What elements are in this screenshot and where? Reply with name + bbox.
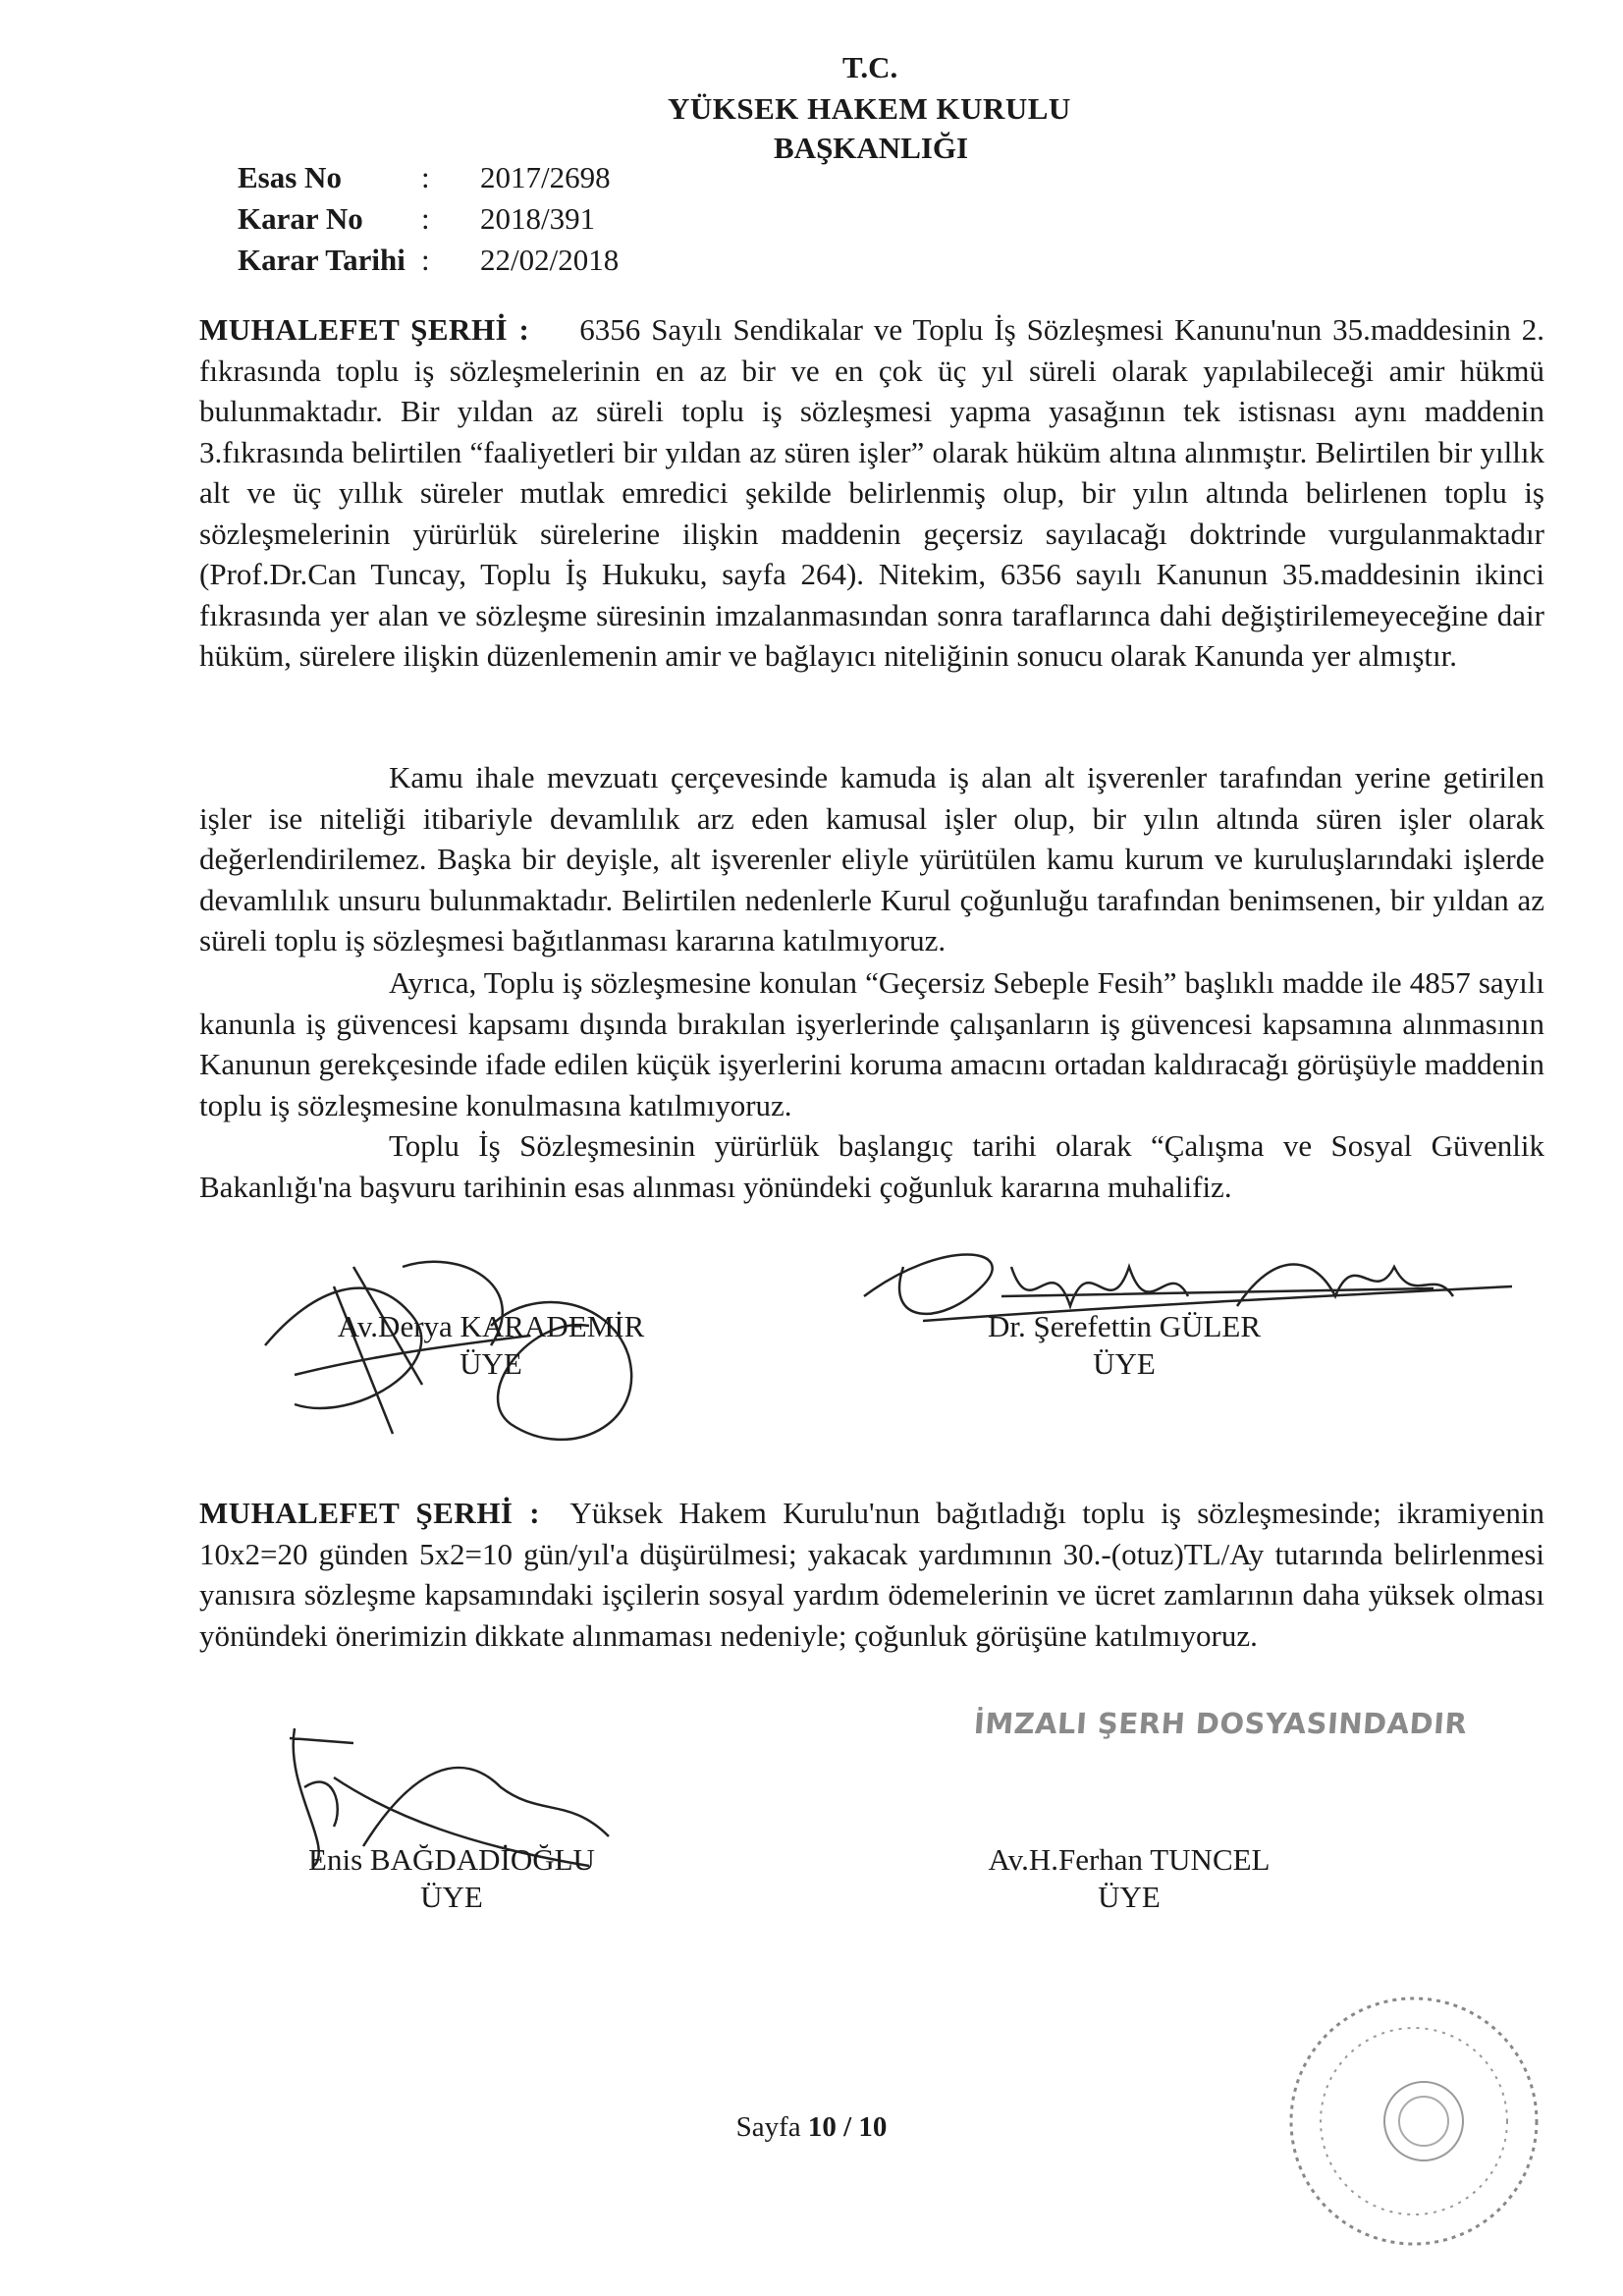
colon: :	[421, 243, 430, 277]
serh1-paragraph-3: Ayrıca, Toplu iş sözleşmesine konulan “Geçersiz Sebeple Fesih” başlıklı madde ile 4857 sayılı kanunla iş güvencesi kapsamı dışında bırakılan işyerlerinde çalışanların iş güvencesi kapsamına alınmasının Kanunun gerekçesinde ifade edilen küçük işyerlerini koruma amacını ortadan kaldıracağı görüşüyle maddenin toplu iş sözleşmesine konulmasına katılmıyoruz.	[199, 965, 1544, 1122]
tarih-label: Karar Tarihi	[238, 243, 406, 277]
signature-guler	[957, 1308, 1291, 1383]
case-meta	[238, 157, 619, 281]
serh1-title: MUHALEFET ŞERHİ :	[199, 312, 530, 347]
header-tc: T.C.	[842, 50, 898, 84]
page-label: Sayfa	[735, 2111, 808, 2143]
karar-value: 2018/391	[480, 201, 596, 236]
serh1-paragraph-2: Kamu ihale mevzuatı çerçevesinde kamuda iş alan alt işverenler tarafından yerine getirilen işler ise niteliği itibariyle devamlılık arz eden kamusal işler olup, bir yılın altında süren işler olarak değerlendirilemez. Başka bir deyişle, alt işverenler eliyle yürütülen kamu kurum ve kuruluşlarındaki işlerde devamlılık unsuru bulunmaktadır. Belirtilen nedenlerle Kurul çoğunluğu tarafından benimsenen, bir yıldan az süreli toplu iş sözleşmesi bağıtlanması kararına katılmıyoruz.	[199, 760, 1544, 957]
esas-label: Esas No	[238, 160, 342, 194]
colon: :	[421, 201, 430, 236]
karar-label: Karar No	[238, 201, 363, 236]
serh2-title: MUHALEFET ŞERHİ :	[199, 1496, 541, 1530]
signature-karademir	[314, 1308, 668, 1383]
signer-name: Av.H.Ferhan TUNCEL	[988, 1842, 1271, 1877]
tarih-row	[238, 240, 619, 281]
esas-value: 2017/2698	[480, 160, 611, 194]
signer-role: ÜYE	[460, 1346, 522, 1381]
header-institution: YÜKSEK HAKEM KURULU	[668, 91, 1071, 126]
serh1-paragraph-4: Toplu İş Sözleşmesinin yürürlük başlangıç tarihi olarak “Çalışma ve Sosyal Güvenlik Bakanlığı'na başvuru tarihinin esas alınması yönündeki çoğunluk kararına muhalifiz.	[199, 1128, 1544, 1204]
signed-dissent-stamp: İMZALI ŞERH DOSYASINDADIR	[972, 1707, 1469, 1740]
karar-row	[238, 198, 619, 240]
signature-tuncel	[962, 1841, 1296, 1916]
serh1-p1-text: 6356 Sayılı Sendikalar ve Toplu İş Sözleşmesi Kanunu'nun 35.maddesinin 2. fıkrasında toplu iş sözleşmelerinin en az bir ve en çok üç yıl süreli olarak yapılabileceği amir hükmü bulunmaktadır. Bir yıldan az süreli toplu iş sözleşmesi yapma yasağının tek istisnası aynı maddenin 3.fıkrasında belirtilen “faaliyetleri bir yıldan az süren işler” olarak hüküm altına alınmıştır. Belirtilen bir yıllık alt ve üç yıllık süreler mutlak emredici şekilde belirlenmiş olup, bir yılın altında belirlenen toplu iş sözleşmelerinin yürürlük sürelerine ilişkin maddenin geçersiz sayılacağı doktrinde vurgulanmaktadır (Prof.Dr.Can Tuncay, Toplu İş Hukuku, sayfa 264). Nitekim, 6356 sayılı Kanunun 35.maddesinin ikinci fıkrasında yer alan ve sözleşme süresinin imzalanmasından sonra taraflarınca dahi değiştirilemeyeceğine dair hüküm, sürelere ilişkin düzenlemenin amir ve bağlayıcı niteliğinin sonucu olarak Kanunda yer almıştır.	[199, 312, 1544, 673]
signer-name: Enis BAĞDADİOĞLU	[308, 1842, 595, 1877]
page-footer	[0, 2111, 1623, 2144]
serh1-paragraph-1	[199, 309, 1544, 677]
signer-name: Av.Derya KARADEMİR	[337, 1309, 645, 1343]
serh2-paragraph-1	[199, 1493, 1544, 1656]
page-number: 10 / 10	[807, 2111, 888, 2143]
serh2-p1-text: Yüksek Hakem Kurulu'nun bağıtladığı toplu iş sözleşmesinde; ikramiyenin 10x2=20 günden 5x2=10 gün/yıl'a düşürülmesi; yakacak yardımının 30.-(otuz)TL/Ay tutarında belirlenmesi yanısıra sözleşme kapsamındaki işçilerin sosyal yardım ödemelerinin ve ücret zamlarının daha yüksek olması yönündeki önerimizin dikkate alınmaması nedeniyle; çoğunluk görüşüne katılmıyoruz.	[199, 1496, 1544, 1653]
signer-role: ÜYE	[1093, 1346, 1156, 1381]
signer-role: ÜYE	[420, 1880, 483, 1914]
colon: :	[421, 160, 430, 194]
header-department: BAŞKANLIĞI	[774, 131, 969, 165]
signer-role: ÜYE	[1098, 1880, 1161, 1914]
signer-name: Dr. Şerefettin GÜLER	[987, 1309, 1262, 1343]
tarih-value: 22/02/2018	[480, 243, 620, 277]
esas-row	[238, 157, 619, 198]
signature-bagdadioglu	[275, 1841, 628, 1916]
